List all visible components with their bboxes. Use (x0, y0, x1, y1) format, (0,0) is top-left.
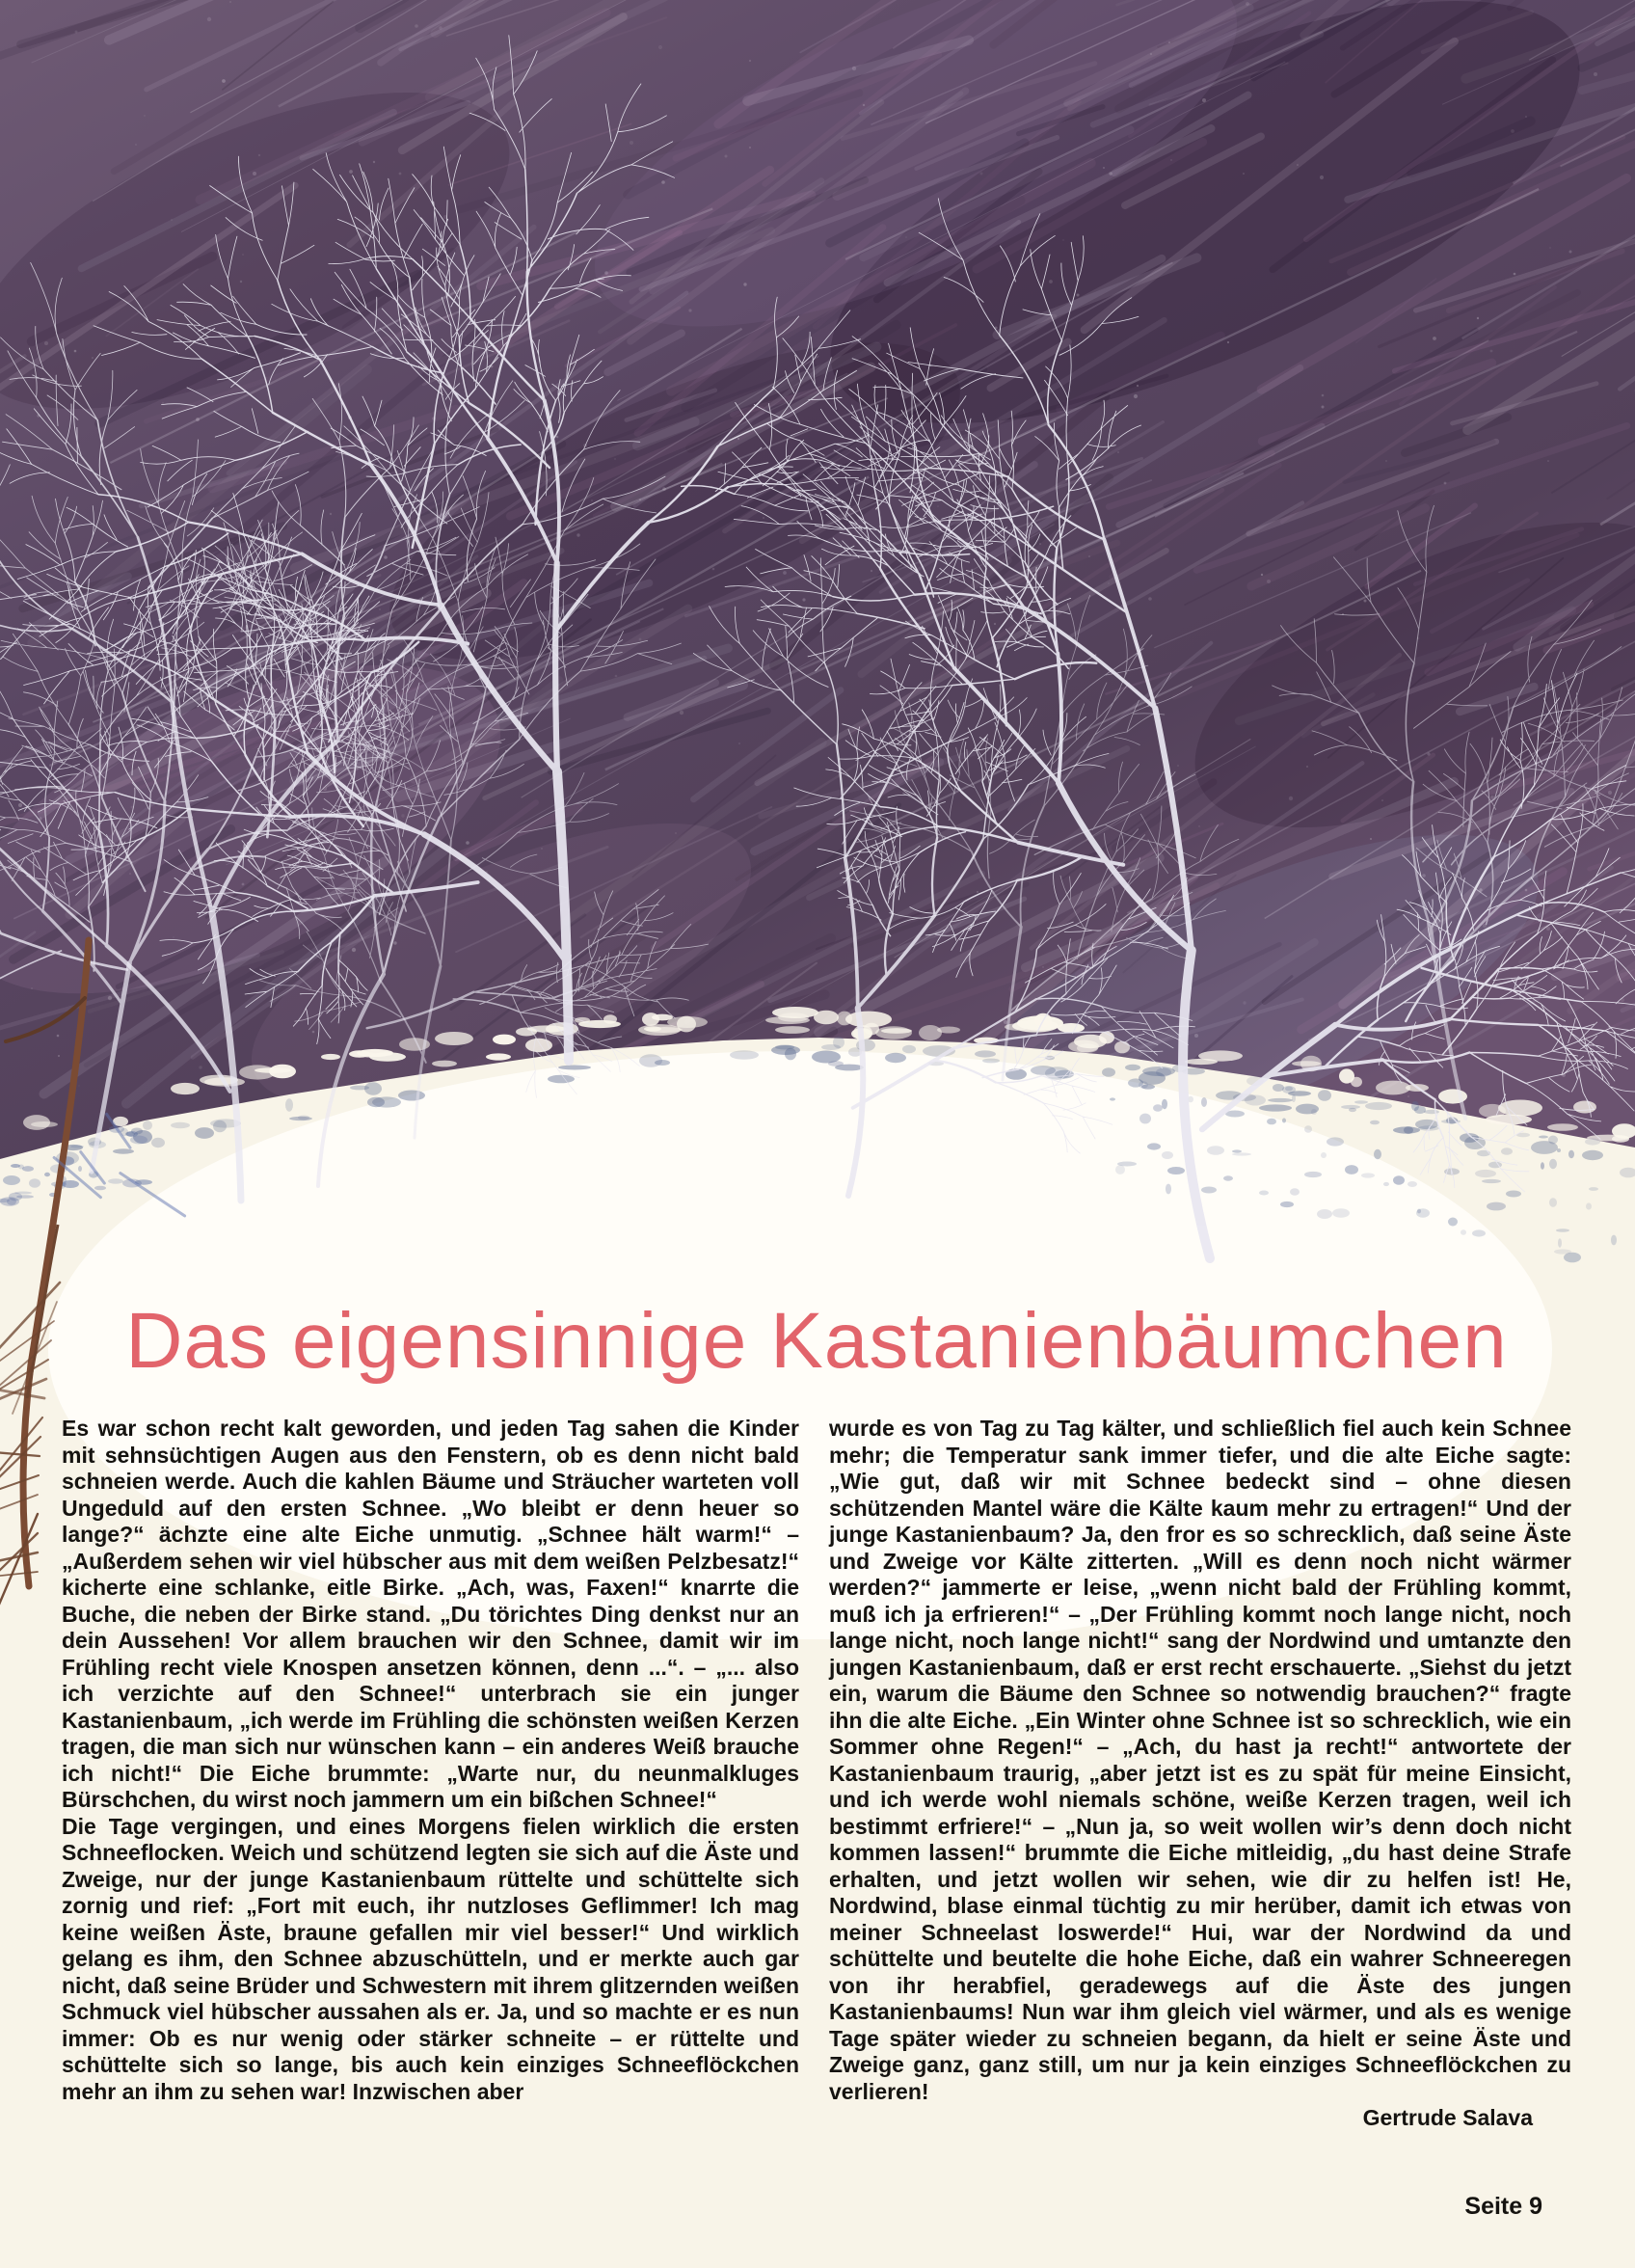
right-column (829, 1416, 1571, 2132)
page-number: Seite 9 (1464, 2193, 1542, 2220)
paragraph: wurde es von Tag zu Tag kälter, und schließlich fiel auch kein Schnee mehr; die Temperatur sank immer tiefer, und die alte Eiche sagte: „Wie gut, daß wir mit Schnee bedeckt sind – ohne diesen schützenden Mantel wäre die Kälte kaum mehr zu ertragen!“ Und der junge Kastanienbaum? Ja, den fror es so schrecklich, daß seine Äste und Zweige vor Kälte zitterten. „Will es denn noch nicht wärmer werden?“ jammerte er leise, „wenn nicht bald der Frühling kommt, muß ich ja erfrieren!“ – „Der Frühling kommt noch lange nicht, noch lange nicht, noch lange nicht!“ sang der Nordwind und umtanzte den jungen Kastanienbaum, daß er erst recht erschauerte. „Siehst du jetzt ein, warum die Bäume den Schnee so notwendig brauchen?“ fragte ihn die alte Eiche. „Ein Winter ohne Schnee ist so schrecklich, wie ein Sommer ohne Regen!“ – „Ach, du hast ja recht!“ antwortete der Kastanienbaum traurig, „aber jetzt ist es zu spät für meine Einsicht, und ich werde wohl niemals schöne, weiße Kerzen tragen, weil ich bestimmt erfriere!“ – „Nun ja, so weit wollen wir’s denn doch nicht kommen lassen!“ brummte die Eiche mitleidig, „du hast deine Strafe erhalten, und jetzt wollen wir sehen, wie dir zu helfen ist! He, Nordwind, blase einmal tüchtig zu mir herüber, damit ich etwas von meiner Schneelast loswerde!“ Hui, war der Nordwind da und schüttelte und beutelte die hohe Eiche, daß ein wahrer Schneeregen von ihr herabfiel, geradewegs auf die Äste des jungen Kastanienbaums! Nun war ihm gleich viel wärmer, und als es wenige Tage später wieder zu schneien begann, da hielt er seine Äste und Zweige ganz, ganz still, um nur ja kein einziges Schneeflöckchen zu verlieren! (829, 1416, 1571, 2104)
author-byline: Gertrude Salava (1362, 2105, 1533, 2130)
paragraph: Die Tage vergingen, und eines Morgens fielen wirklich die ersten Schneeflocken. Weich und schützend legten sie sich auf die Äste und Zweige, nur der junge Kastanienbaum rüttelte und schüttelte sich zornig und rief: „Fort mit euch, ihr nutzloses Geflimmer! Ich mag keine weißen Äste, braune gefallen mir viel besser!“ Und wirklich gelang es ihm, den Schnee abzuschütteln, und er merkte auch gar nicht, daß seine Brüder und Schwestern mit ihrem glitzernden weißen Schmuck viel hübscher aussahen als er. Ja, und so machte er es nun immer: Ob es nur wenig oder stärker schneite – er rüttelte und schüttelte sich so lange, bis auch kein einziges Schneeflöckchen mehr an ihm zu sehen war! Inzwischen aber (62, 1813, 799, 2104)
story-title: Das eigensinnige Kastanienbäumchen (125, 1297, 1508, 1385)
story-body (62, 1416, 1571, 2132)
left-column (62, 1416, 799, 2132)
paragraph: Es war schon recht kalt geworden, und jeden Tag sahen die Kinder mit sehnsüchtigen Augen aus den Fenstern, ob es denn nicht bald schneien werde. Auch die kahlen Bäume und Sträucher warteten voll Ungeduld auf den ersten Schnee. „Wo bleibt er denn heuer so lange?“ ächzte eine alte Eiche unmutig. „Schnee hält warm!“ – „Außerdem sehen wir viel hübscher aus mit dem weißen Pelzbesatz!“ kicherte eine schlanke, eitle Birke. „Ach, was, Faxen!“ knarrte die Buche, die neben der Birke stand. „Du törichtes Ding denkst nur an dein Aussehen! Vor allem brauchen wir den Schnee, damit wir im Frühling recht viele Knospen ansetzen können, denn ...“. – „... also ich verzichte auf den Schnee!“ unterbrach sie ein junger Kastanienbaum, „ich werde im Frühling die schönsten weißen Kerzen tragen, die man sich nur wünschen kann – ein anderes Weiß brauche ich nicht!“ Die Eiche brummte: „Warte nur, du neunmalkluges Bürschchen, du wirst noch jammern um ein bißchen Schnee!“ (62, 1416, 799, 1812)
